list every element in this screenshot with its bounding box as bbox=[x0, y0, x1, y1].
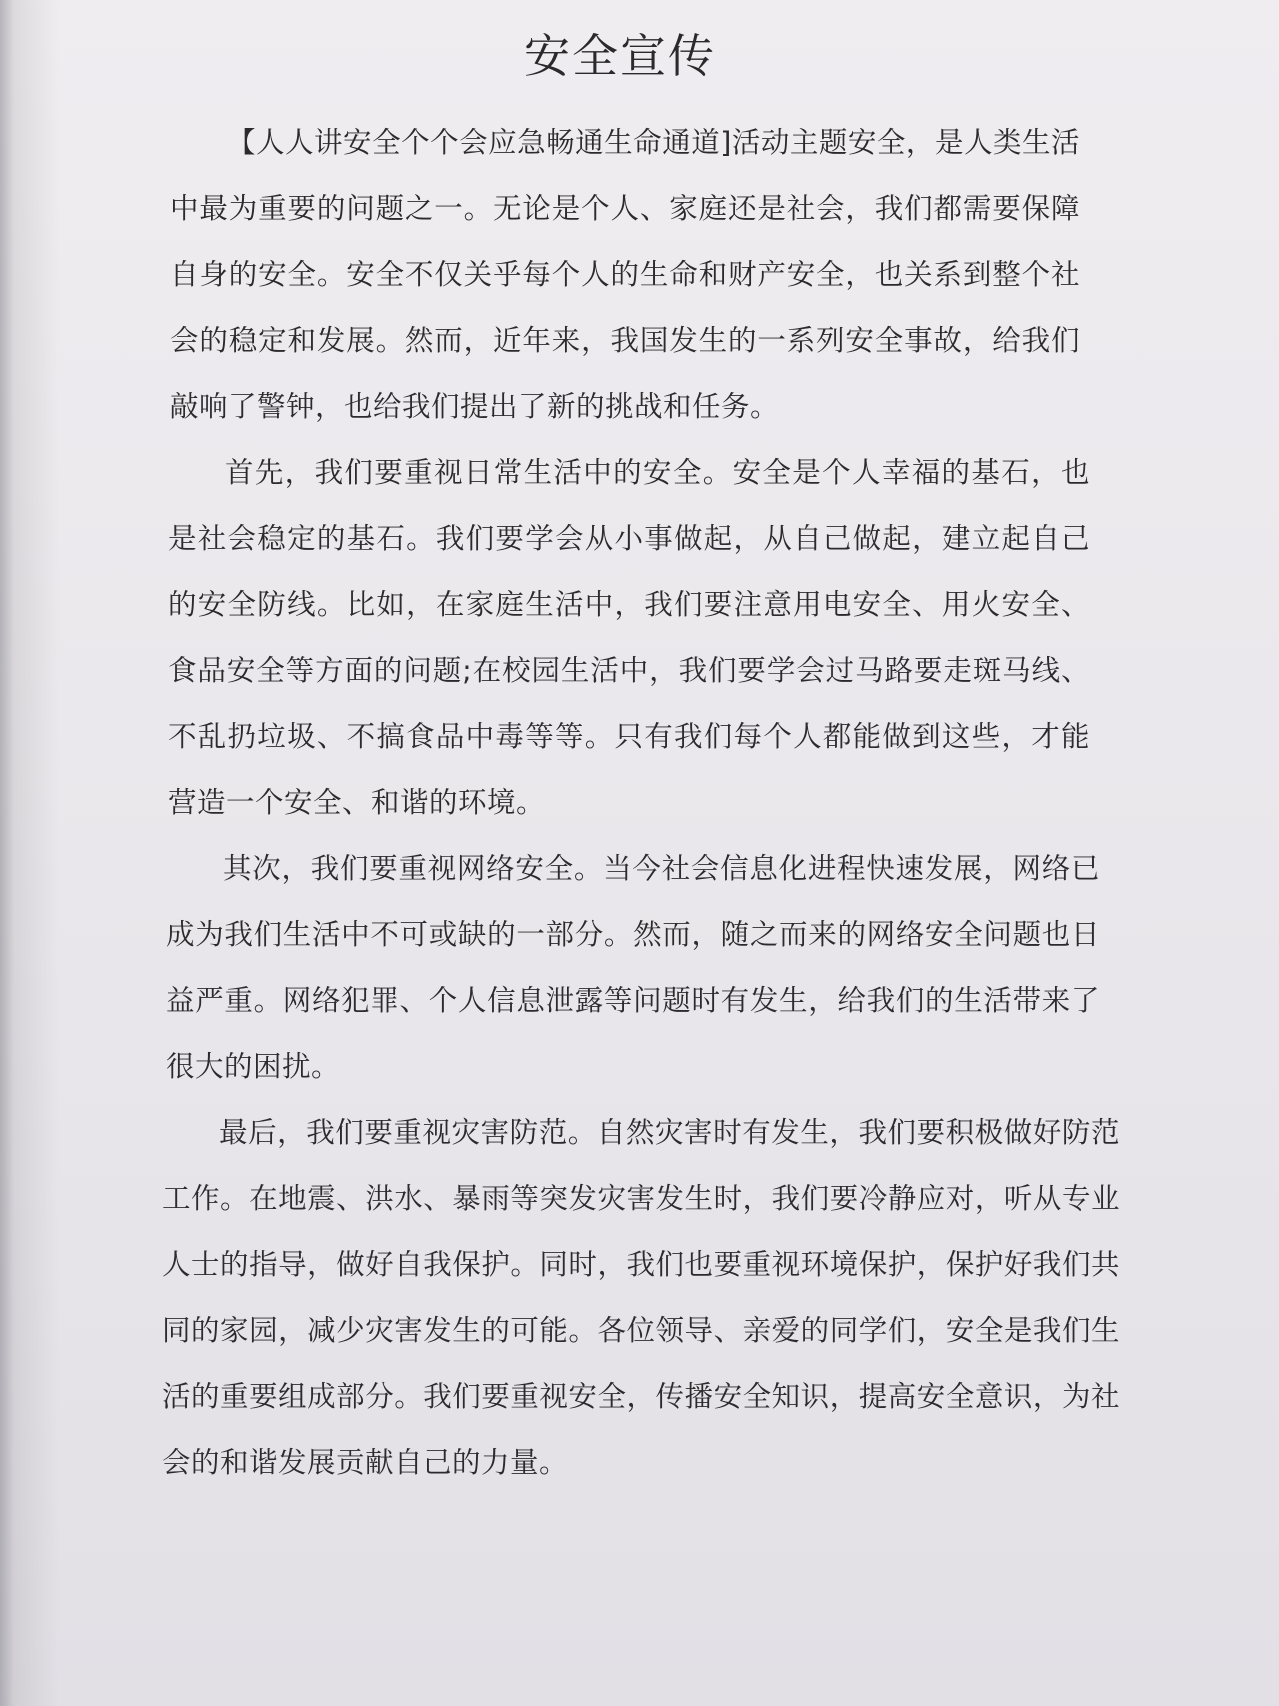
document-title: 安全宣传 bbox=[524, 29, 716, 83]
paragraph-intro: 【人人讲安全个个会应急畅通生命通道]活动主题安全，是人类生活中最为重要的问题之一。无论是个人、家庭还是社会，我们都需要保障自身的安全。安全不仅关乎每个人的生命和财产安全，也关系到整个社会的稳定和发展。然而，近年来，我国发生的一系列安全事故，给我们敲响了警钟，也给我们提出了新的挑战和任务。 bbox=[170, 126, 1080, 423]
paragraph-network-safety: 其次，我们要重视网络安全。当今社会信息化进程快速发展，网络已成为我们生活中不可或缺的一部分。然而，随之而来的网络安全问题也日益严重。网络犯罪、个人信息泄露等问题时有发生，给我们的生活带来了很大的困扰。 bbox=[166, 852, 1100, 1083]
page-edge-shadow bbox=[0, 0, 14, 1706]
paragraph-daily-safety: 首先，我们要重视日常生活中的安全。安全是个人幸福的基石，也是社会稳定的基石。我们要学会从小事做起，从自己做起，建立起自己的安全防线。比如，在家庭生活中，我们要注意用电安全、用火安全、食品安全等方面的问题;在校园生活中，我们要学会过马路要走斑马线、不乱扔垃圾、不搞食品中毒等等。只有我们每个人都能做到这些，才能营造一个安全、和谐的环境。 bbox=[168, 456, 1090, 819]
document-body bbox=[162, 20, 1130, 1496]
paragraph-disaster-prevention: 最后，我们要重视灾害防范。自然灾害时有发生，我们要积极做好防范工作。在地震、洪水、暴雨等突发灾害发生时，我们要冷静应对，听从专业人士的指导，做好自我保护。同时，我们也要重视环境保护，保护好我们共同的家园，减少灾害发生的可能。各位领导、亲爱的同学们，安全是我们生活的重要组成部分。我们要重视安全，传播安全知识，提高安全意识，为社会的和谐发展贡献自己的力量。 bbox=[162, 1116, 1120, 1479]
